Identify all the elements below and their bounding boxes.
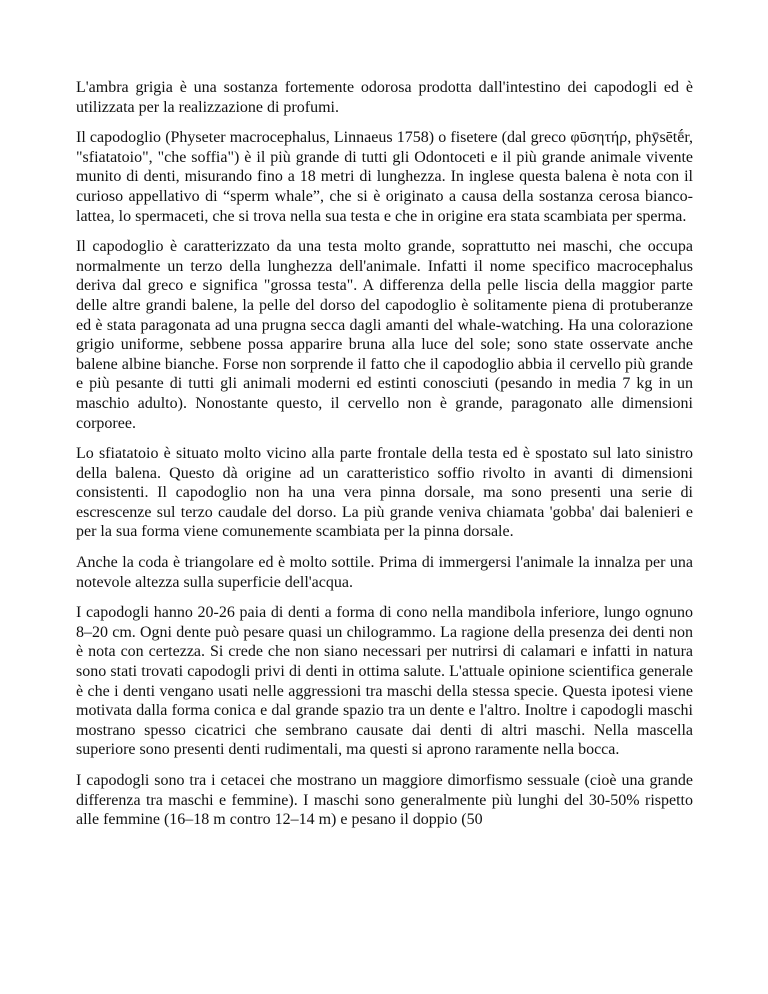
document-page — [76, 78, 693, 841]
paragraph-teeth: I capodogli hanno 20-26 paia di denti a forma di cono nella mandibola inferiore, lungo ognuno 8–20 cm. Ogni dente può pesare quasi un chilogrammo. La ragione della presenza dei denti non è nota con certezza. Si crede che non siano necessari per nutrirsi di calamari e infatti in natura sono stati trovati capodogli privi di denti in ottima salute. L'attuale opinione scientifica generale è che i denti vengano usati nelle aggressioni tra maschi della stessa specie. Questa ipotesi viene motivata dalla forma conica e dal grande spazio tra un dente e l'altro. Inoltre i capodogli maschi mostrano spesso cicatrici che sembrano causate dai denti di altri maschi. Nella mascella superiore sono presenti denti rudimentali, ma questi si aprono raramente nella bocca. — [76, 604, 693, 759]
paragraph-head-description: Il capodoglio è caratterizzato da una testa molto grande, soprattutto nei maschi, che occupa normalmente un terzo della lunghezza dell'animale. Infatti il nome specifico macrocephalus deriva dal greco e significa "grossa testa". A differenza della pelle liscia della maggior parte delle altre grandi balene, la pelle del dorso del capodoglio è solitamente piena di protuberanze ed è stata paragonata ad una prugna secca dagli amanti del whale-watching. Ha una colorazione grigio uniforme, sebbene possa apparire bruna alla luce del sole; sono state osservate anche balene albine bianche. Forse non sorprende il fatto che il capodoglio abbia il cervello più grande e più pesante di tutti gli animali moderni ed estinti conosciuti (pesando in media 7 kg in un maschio adulto). Nonostante questo, il cervello non è grande, paragonato alle dimensioni corporee. — [76, 238, 693, 432]
paragraph-ambergris: L'ambra grigia è una sostanza fortemente odorosa prodotta dall'intestino dei capodogli ed è utilizzata per la realizzazione di profumi. — [76, 79, 693, 116]
paragraph-intro-sperm-whale: Il capodoglio (Physeter macrocephalus, Linnaeus 1758) o fisetere (dal greco φῡσητήρ, phȳsētḗr, "sfiatatoio", "che soffia") è il più grande di tutti gli Odontoceti e il più grande animale vivente munito di denti, misurando fino a 18 metri di lunghezza. In inglese questa balena è nota con il curioso appellativo di “sperm whale”, che si è originato a causa della sostanza cerosa bianco-lattea, lo spermaceti, che si trova nella sua testa e che in origine era stata scambiata per sperma. — [76, 129, 693, 225]
paragraph-dimorphism: I capodogli sono tra i cetacei che mostrano un maggiore dimorfismo sessuale (cioè una grande differenza tra maschi e femmine). I maschi sono generalmente più lunghi del 30-50% rispetto alle femmine (16–18 m contro 12–14 m) e pesano il doppio (50 — [76, 772, 693, 829]
paragraph-blowhole: Lo sfiatatoio è situato molto vicino alla parte frontale della testa ed è spostato sul lato sinistro della balena. Questo dà origine ad un caratteristico soffio rivolto in avanti di dimensioni consistenti. Il capodoglio non ha una vera pinna dorsale, ma sono presenti una serie di escrescenze sul terzo caudale del dorso. La più grande veniva chiamata 'gobba' dai balenieri e per la sua forma viene comunemente scambiata per la pinna dorsale. — [76, 445, 693, 541]
paragraph-tail: Anche la coda è triangolare ed è molto sottile. Prima di immergersi l'animale la innalza per una notevole altezza sulla superficie dell'acqua. — [76, 554, 693, 591]
